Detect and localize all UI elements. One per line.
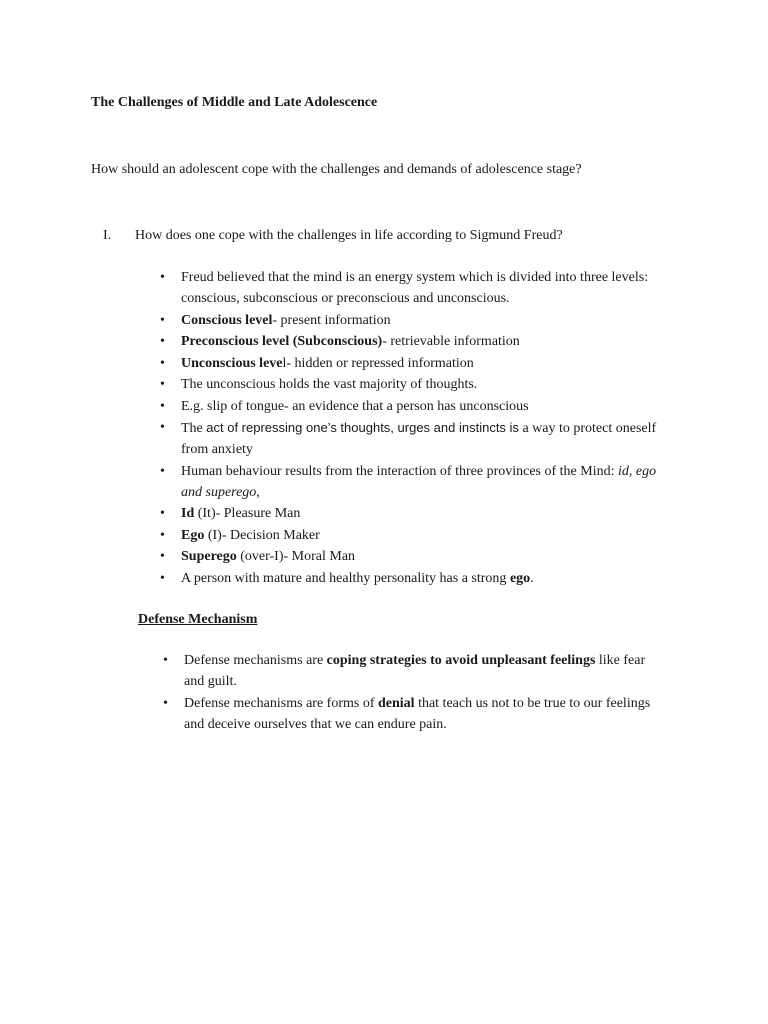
point-text-sans: act of repressing one’s thoughts, urges and instincts is: [206, 420, 519, 435]
point-term: coping strategies to avoid unpleasant feelings: [326, 653, 596, 668]
list-item: [160, 396, 671, 417]
point-term: Ego: [181, 527, 205, 543]
point-term: Superego: [181, 549, 237, 564]
point-text: Defense mechanisms are: [184, 653, 327, 668]
list-item: [160, 546, 671, 567]
list-item: [160, 374, 671, 395]
list-item: [160, 503, 671, 524]
list-item: [160, 331, 671, 352]
point-italic: id, ego and superego,: [181, 463, 657, 500]
list-item: [163, 693, 664, 735]
point-text: (I)- Decision Maker: [204, 527, 320, 543]
point-text: A person with mature and healthy personality has a strong: [181, 570, 510, 586]
bullet-icon: •: [160, 270, 165, 285]
point-text: Human behaviour results from the interaction of three provinces of the Mind:: [181, 463, 618, 479]
bullet-icon: •: [160, 377, 165, 392]
point-text: a way to protect oneself from anxiety: [181, 421, 657, 457]
point-text: E.g. slip of tongue- an evidence that a person has unconscious: [181, 398, 529, 414]
point-text: Defense mechanisms are forms of: [184, 695, 378, 711]
list-item: [160, 310, 671, 331]
bullet-icon: •: [160, 355, 165, 371]
point-term: Conscious level: [181, 312, 273, 328]
point-text: l- hidden or repressed information: [282, 355, 474, 371]
bullet-icon: •: [160, 398, 165, 414]
list-item: [160, 525, 671, 546]
point-text: Freud believed that the mind is an energy system which is divided into three levels: conscious, subconscious or preconscious and unconscious.: [181, 270, 649, 306]
bullet-icon: •: [160, 420, 165, 435]
bullet-icon: •: [163, 695, 168, 711]
list-item: [160, 461, 671, 503]
point-text: (It)- Pleasure Man: [194, 506, 301, 521]
point-text: (over-I)- Moral Man: [236, 549, 356, 564]
point-text: - present information: [272, 312, 391, 328]
point-term: Id: [181, 506, 195, 521]
document-title: The Challenges of Middle and Late Adolescence: [91, 95, 378, 110]
bullet-icon: •: [160, 506, 165, 521]
point-text: The unconscious holds the vast majority of thoughts.: [181, 377, 478, 392]
bullet-icon: •: [160, 527, 165, 543]
guiding-question: How should an adolescent cope with the challenges and demands of adolescence stage?: [91, 162, 582, 177]
bullet-icon: •: [160, 312, 165, 328]
defense-points-list: [163, 650, 664, 735]
bullet-icon: •: [160, 549, 165, 564]
section-heading: How does one cope with the challenges in life according to Sigmund Freud?: [135, 228, 563, 243]
point-term: Preconscious level (Subconscious): [181, 334, 383, 349]
point-text: The: [181, 421, 207, 436]
list-item: [160, 267, 671, 309]
bullet-icon: •: [160, 570, 165, 586]
bullet-icon: •: [160, 463, 165, 479]
point-text: like fear and guilt.: [184, 653, 646, 689]
freud-points-list: [160, 267, 671, 589]
point-text: that teach us not to be true to our feelings and deceive ourselves that we can endure pain.: [184, 695, 651, 732]
point-term: ego: [509, 570, 531, 586]
defense-mechanism-heading: Defense Mechanism: [138, 612, 258, 627]
point-term: Unconscious leve: [181, 355, 283, 371]
bullet-icon: •: [163, 653, 168, 668]
point-text: .: [530, 570, 534, 586]
list-item: [160, 568, 671, 589]
list-item: [160, 353, 671, 374]
list-item: [160, 417, 671, 460]
list-item: [163, 650, 664, 692]
bullet-icon: •: [160, 334, 165, 349]
section-numeral: I.: [103, 228, 112, 243]
point-text: - retrievable information: [382, 334, 520, 349]
point-term: denial: [377, 695, 415, 711]
